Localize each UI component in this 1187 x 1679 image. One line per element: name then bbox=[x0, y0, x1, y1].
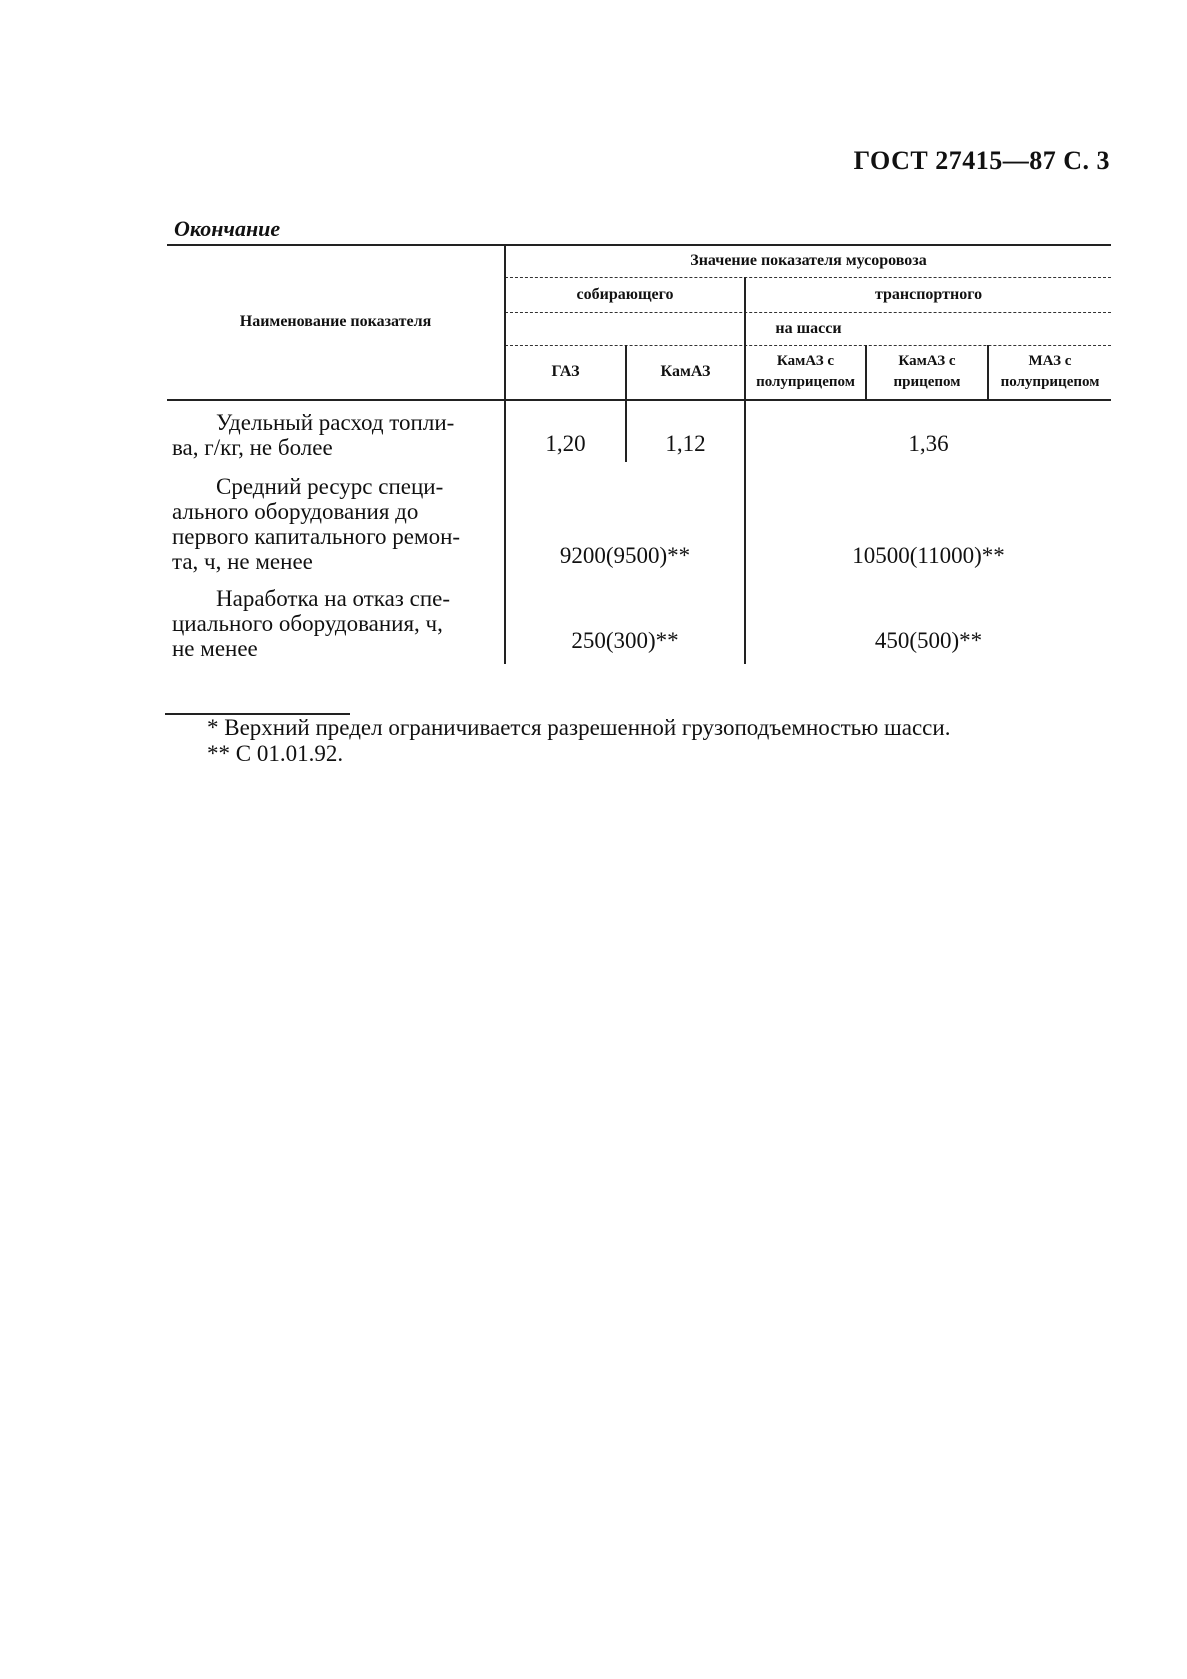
chassis-label-line: КамАЗ с bbox=[776, 353, 835, 369]
chassis-kamaz-semitrailer bbox=[746, 345, 865, 399]
indicators-table bbox=[167, 244, 1111, 664]
row-label-line: Наработка на отказ спе- bbox=[216, 586, 451, 611]
header-bottom-rule bbox=[167, 399, 1111, 401]
transport-header: транспортного bbox=[874, 285, 983, 303]
row-label-line: Средний ресурс специ- bbox=[216, 474, 444, 499]
row-label-line: не менее bbox=[172, 636, 258, 661]
chassis-label-line: полуприцепом bbox=[756, 374, 855, 390]
value-service-life-transport: 10500(11000)** bbox=[852, 543, 1005, 568]
row-label-line: ального оборудования до bbox=[172, 499, 419, 524]
value-mtbf-collecting: 250(300)** bbox=[571, 628, 679, 653]
chassis-gaz: ГАЗ bbox=[551, 363, 580, 380]
chassis-label-line: КамАЗ с bbox=[898, 353, 956, 369]
row-label-line: циального оборудования, ч, bbox=[172, 611, 443, 636]
table-row-service-life-label bbox=[172, 474, 502, 574]
chassis-label-line: полуприцепом bbox=[1000, 374, 1100, 390]
table-row-fuel-consumption-label bbox=[172, 410, 502, 460]
chassis-label-line: МАЗ с bbox=[1028, 353, 1072, 369]
value-mtbf-transport: 450(500)** bbox=[874, 628, 983, 653]
row-label-line: ва, г/кг, не более bbox=[172, 435, 333, 460]
chassis-header: на шасси bbox=[775, 319, 842, 337]
chassis-label-line: прицепом bbox=[893, 374, 961, 390]
footnote-1: * Верхний предел ограничивается разрешенной грузоподъемностью шасси. bbox=[207, 715, 951, 740]
chassis-maz-semitrailer bbox=[989, 345, 1111, 399]
value-fuel-gaz: 1,20 bbox=[545, 431, 586, 456]
row-label-line: та, ч, не менее bbox=[172, 549, 313, 574]
collecting-header: собирающего bbox=[576, 285, 674, 303]
chassis-kamaz-trailer bbox=[867, 345, 987, 399]
value-fuel-kamaz: 1,12 bbox=[665, 431, 706, 456]
table-continuation-label: Окончание bbox=[174, 216, 281, 241]
group-header: Значение показателя мусоровоза bbox=[690, 251, 927, 269]
document-reference: ГОСТ 27415—87 С. 3 bbox=[853, 146, 1110, 175]
value-service-life-collecting: 9200(9500)** bbox=[559, 543, 691, 568]
row-label-line: Удельный расход топли- bbox=[216, 410, 455, 435]
chassis-kamaz: КамАЗ bbox=[660, 363, 711, 380]
value-fuel-transport: 1,36 bbox=[908, 431, 949, 456]
footnote-2: ** С 01.01.92. bbox=[207, 741, 344, 766]
table-row-mtbf-label bbox=[172, 586, 502, 661]
indicator-column-header: Наименование показателя bbox=[239, 312, 432, 330]
row-label-line: первого капитального ремон- bbox=[172, 524, 461, 549]
